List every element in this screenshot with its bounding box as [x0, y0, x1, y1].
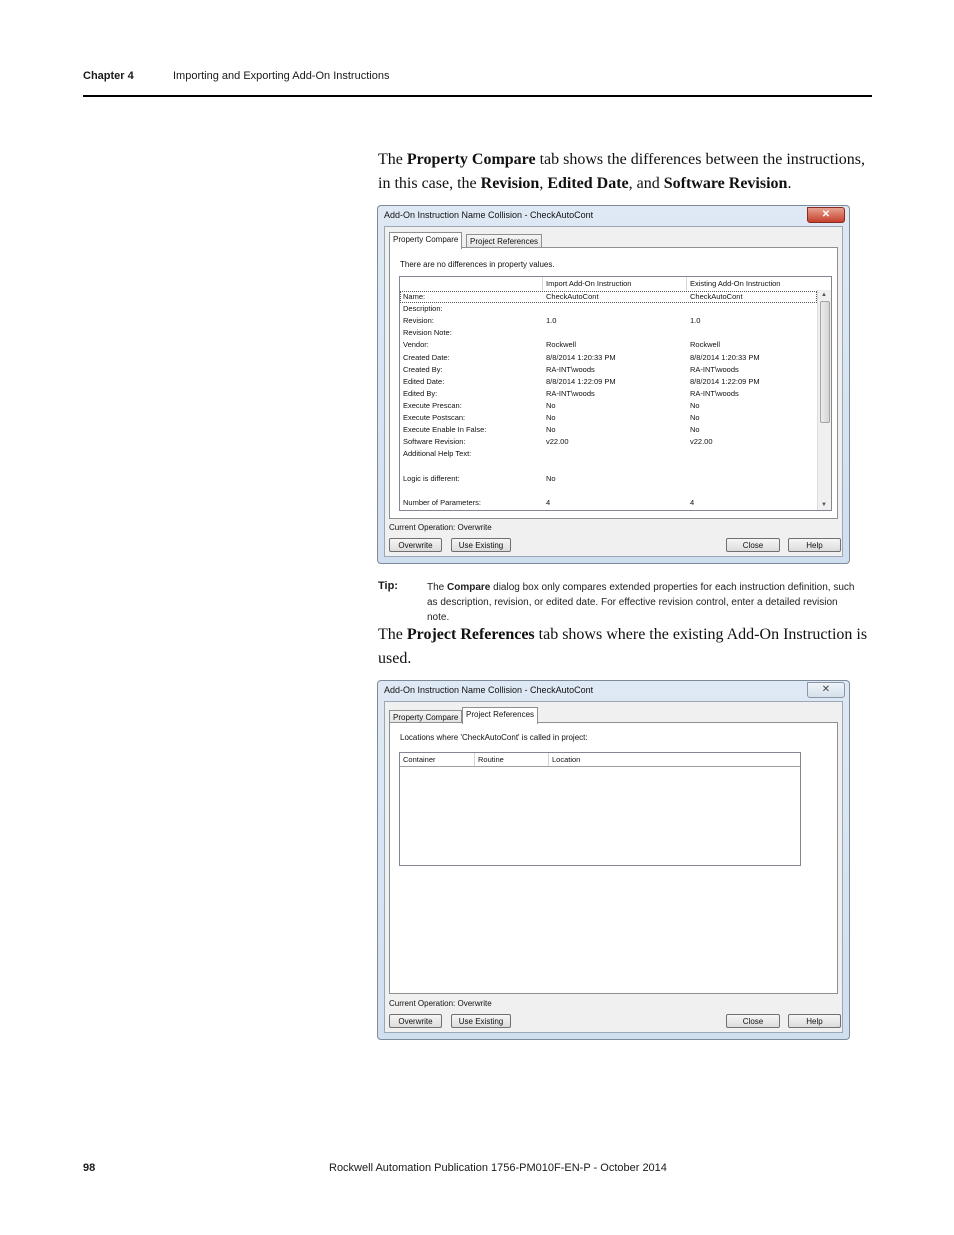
intro-paragraph-project-references: The Project References tab shows where the existing Add-On Instruction is used.: [378, 626, 868, 667]
import-value-cell: No: [546, 425, 556, 435]
property-row: [400, 485, 831, 497]
dialog-title: Add-On Instruction Name Collision - CheckAutoCont: [384, 685, 594, 695]
scroll-down-icon[interactable]: ▼: [821, 502, 827, 508]
column-header-location[interactable]: Location: [552, 755, 581, 764]
import-value-cell: v22.00: [546, 437, 569, 447]
references-list[interactable]: [399, 752, 801, 866]
property-name-cell: Created By:: [403, 364, 443, 374]
dialog-property-compare: [377, 205, 850, 564]
help-button[interactable]: Help: [788, 1014, 841, 1028]
page-number: 98: [83, 1162, 96, 1174]
tab-property-compare[interactable]: Property Compare: [389, 232, 462, 249]
existing-value-cell: 1.0: [690, 316, 701, 326]
property-name-cell: Edited By:: [403, 388, 438, 398]
header-divider: [400, 766, 800, 767]
import-value-cell: Rockwell: [546, 340, 577, 350]
existing-value-cell: 8/8/2014 1:20:33 PM: [690, 352, 760, 362]
import-value-cell: CheckAutoCont: [546, 292, 599, 301]
current-operation-label: Current Operation: Overwrite: [389, 999, 492, 1008]
vertical-scrollbar[interactable]: [817, 290, 831, 510]
column-header-import: Import Add-On Instruction: [543, 277, 687, 290]
dialog-body: [384, 226, 843, 557]
property-row: [400, 460, 831, 472]
property-name-cell: Vendor:: [403, 340, 429, 350]
property-name-cell: Name:: [403, 292, 426, 301]
existing-value-cell: CheckAutoCont: [690, 292, 743, 301]
property-row: [400, 376, 831, 388]
import-value-cell: 1.0: [546, 316, 557, 326]
property-row: [400, 412, 831, 424]
property-name-cell: Logic is different:: [403, 473, 460, 483]
chapter-label: Chapter 4: [83, 70, 134, 82]
header-rule: [83, 95, 872, 97]
property-row: [400, 497, 831, 509]
property-row: [400, 315, 831, 327]
property-row: [400, 473, 831, 485]
property-row: [400, 327, 831, 339]
column-header-container[interactable]: Container: [400, 753, 475, 766]
import-value-cell: No: [546, 400, 556, 410]
property-name-cell: Edited Date:: [403, 376, 445, 386]
property-row: [400, 424, 831, 436]
column-header-existing: Existing Add-On Instruction: [690, 279, 781, 288]
existing-value-cell: RA-INT\woods: [690, 364, 739, 374]
property-grid: [399, 276, 832, 511]
property-row: [400, 339, 831, 351]
tip-label: Tip:: [378, 580, 398, 592]
publication-info: Rockwell Automation Publication 1756-PM010F-EN-P - October 2014: [329, 1162, 667, 1174]
property-name-cell: Execute Enable In False:: [403, 425, 487, 435]
property-row: [400, 352, 831, 364]
tab-property-compare[interactable]: Property Compare: [389, 710, 462, 724]
use-existing-button[interactable]: Use Existing: [451, 538, 511, 552]
property-row: [400, 388, 831, 400]
close-icon[interactable]: ✕: [807, 207, 845, 223]
tab-project-references[interactable]: Project References: [462, 707, 538, 724]
property-row: [400, 291, 817, 303]
help-button[interactable]: Help: [788, 538, 841, 552]
property-row: [400, 364, 831, 376]
import-value-cell: RA-INT\woods: [546, 388, 595, 398]
property-name-cell: Created Date:: [403, 352, 450, 362]
existing-value-cell: No: [690, 400, 700, 410]
close-icon[interactable]: ✕: [807, 682, 845, 698]
scroll-up-icon[interactable]: ▲: [821, 292, 827, 298]
dialog-title: Add-On Instruction Name Collision - CheckAutoCont: [384, 210, 594, 220]
property-row: [400, 448, 831, 460]
tab-pane: [389, 247, 838, 519]
existing-value-cell: Rockwell: [690, 340, 721, 350]
import-value-cell: RA-INT\woods: [546, 364, 595, 374]
import-value-cell: No: [546, 413, 556, 422]
column-header-property: [400, 277, 543, 290]
dialog-project-references: [377, 680, 850, 1040]
property-name-cell: Execute Prescan:: [403, 400, 462, 410]
property-name-cell: Software Revision:: [403, 437, 466, 447]
property-name-cell: Execute Postscan:: [403, 413, 466, 422]
current-operation-label: Current Operation: Overwrite: [389, 523, 492, 532]
overwrite-button[interactable]: Overwrite: [389, 538, 442, 552]
tab-project-references[interactable]: Project References: [466, 234, 542, 248]
property-row: [400, 436, 831, 448]
existing-value-cell: No: [690, 425, 700, 435]
existing-value-cell: 4: [690, 497, 695, 507]
existing-value-cell: v22.00: [690, 437, 713, 447]
tip-text: The Compare dialog box only compares extended properties for each instruction definition, such as description, revision, or edited date. For effective revision control, enter a detailed revision note.: [427, 582, 855, 623]
dialog-body: [384, 701, 843, 1033]
close-button[interactable]: Close: [726, 538, 780, 552]
property-row: [400, 303, 831, 315]
column-header-routine[interactable]: Routine: [475, 753, 549, 766]
overwrite-button[interactable]: Overwrite: [389, 1014, 442, 1028]
property-row: [400, 400, 831, 412]
property-name-cell: Revision Note:: [403, 328, 452, 338]
intro-paragraph-property-compare: The Property Compare tab shows the differences between the instructions, in this case, the Revision, Edited Date, and Software Revision.: [378, 151, 865, 192]
close-button[interactable]: Close: [726, 1014, 780, 1028]
import-value-cell: 8/8/2014 1:22:09 PM: [546, 376, 616, 386]
use-existing-button[interactable]: Use Existing: [451, 1014, 511, 1028]
import-value-cell: 8/8/2014 1:20:33 PM: [546, 352, 616, 362]
chapter-title: Importing and Exporting Add-On Instructions: [173, 70, 390, 82]
existing-value-cell: 8/8/2014 1:22:09 PM: [690, 376, 760, 386]
existing-value-cell: No: [690, 413, 700, 422]
tab-pane: [389, 722, 838, 994]
references-message: Locations where 'CheckAutoCont' is called in project:: [400, 733, 588, 742]
property-name-cell: Description:: [403, 304, 443, 314]
import-value-cell: No: [546, 473, 556, 483]
existing-value-cell: RA-INT\woods: [690, 388, 739, 398]
scroll-thumb[interactable]: [820, 301, 830, 423]
property-name-cell: Additional Help Text:: [403, 449, 472, 459]
import-value-cell: 4: [546, 497, 551, 507]
compare-message: There are no differences in property values.: [400, 260, 555, 269]
property-name-cell: Revision:: [403, 316, 434, 326]
property-name-cell: Number of Parameters:: [403, 497, 481, 507]
